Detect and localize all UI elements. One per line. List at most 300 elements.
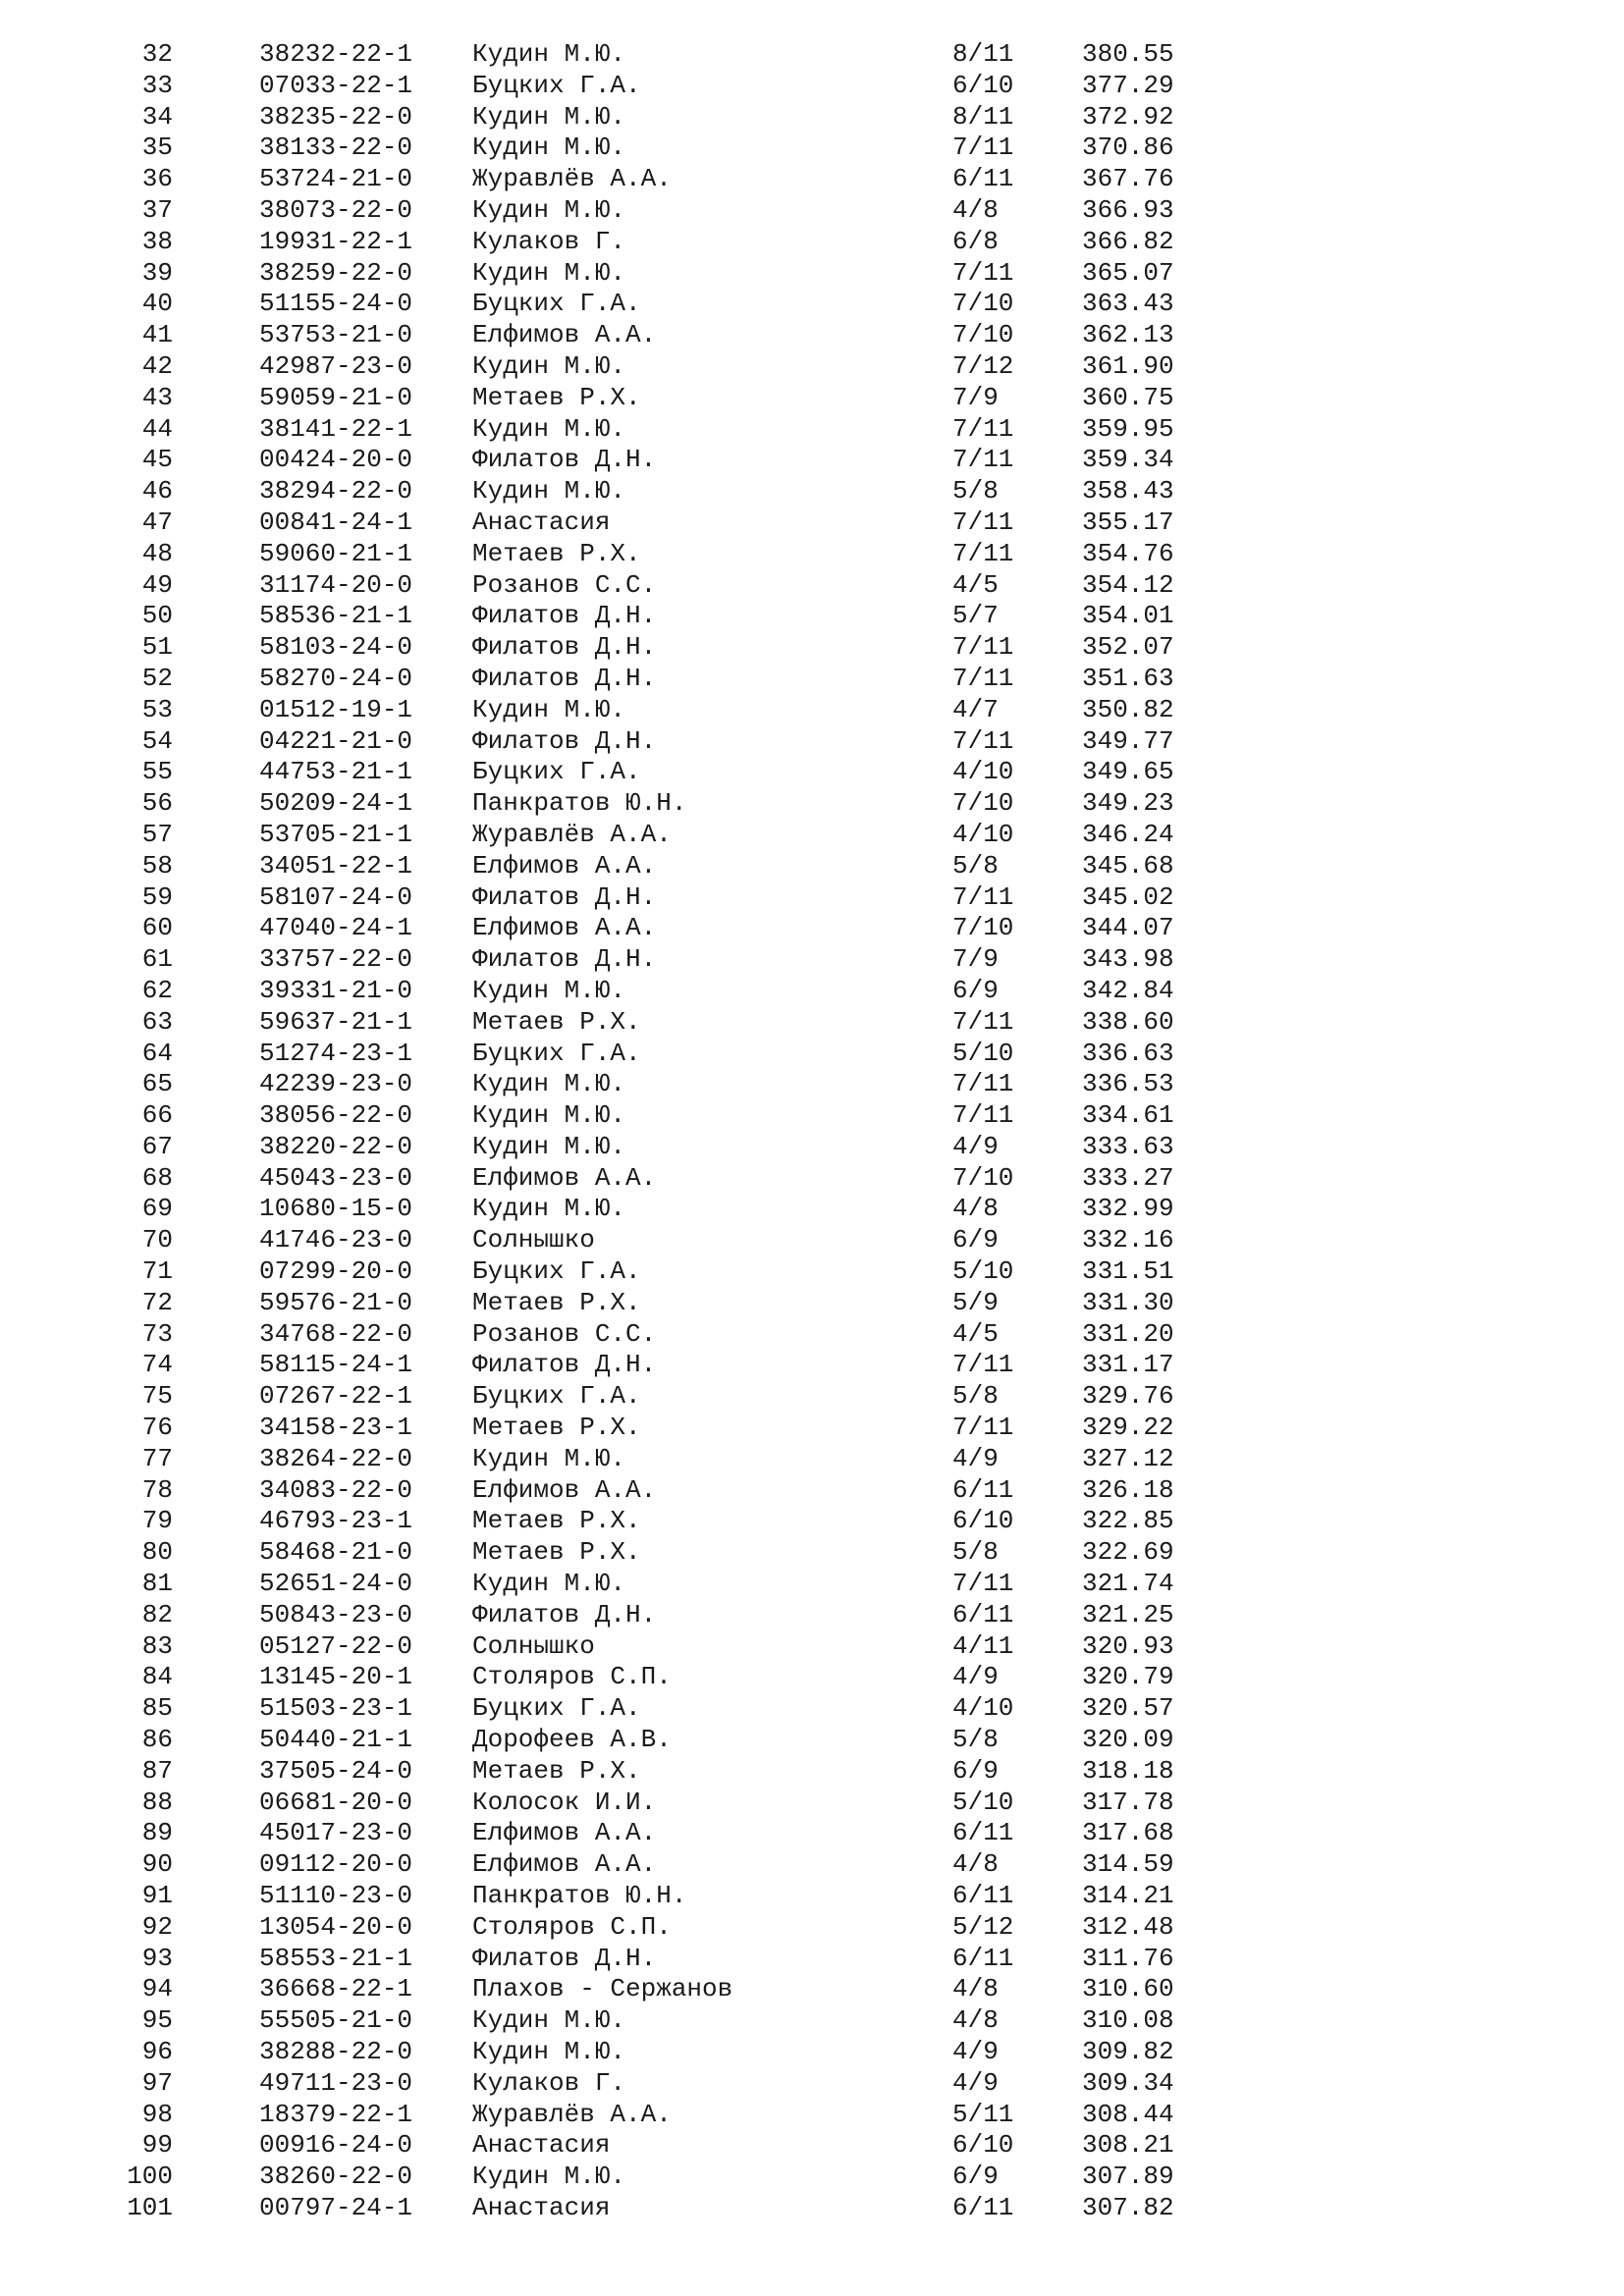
rating-value: 349.23	[1082, 788, 1174, 819]
table-row	[0, 913, 1624, 944]
table-row	[0, 1007, 1624, 1039]
rank-number: 67	[141, 1131, 173, 1161]
rating-value: 354.01	[1082, 601, 1174, 631]
record-id: 33757-22-0	[259, 944, 413, 975]
rank-number: 98	[141, 2099, 173, 2129]
owner-name: Кудин М.Ю.	[472, 1100, 626, 1131]
table-row	[0, 414, 1624, 446]
record-id: 50440-21-1	[259, 1725, 413, 1755]
table-row	[0, 632, 1624, 664]
score: 7/11	[952, 663, 1014, 693]
rating-value: 365.07	[1082, 257, 1174, 288]
rating-value: 362.13	[1082, 320, 1174, 350]
rank-number: 45	[141, 445, 173, 475]
owner-name: Филатов Д.Н.	[472, 1943, 657, 1973]
owner-name: Метаев Р.Х.	[472, 1413, 641, 1443]
rank-number: 50	[141, 601, 173, 631]
record-id: 38259-22-0	[259, 257, 413, 288]
rank-number: 93	[141, 1943, 173, 1973]
record-id: 38288-22-0	[259, 2037, 413, 2066]
score: 8/11	[952, 101, 1014, 132]
table-row	[0, 1381, 1624, 1413]
score: 5/8	[952, 850, 999, 881]
record-id: 49711-23-0	[259, 2067, 413, 2098]
rank-number: 51	[141, 632, 173, 663]
score: 4/7	[952, 694, 999, 724]
owner-name: Кудин М.Ю.	[472, 1569, 626, 1599]
score: 4/9	[952, 1131, 999, 1161]
score: 7/11	[952, 445, 1014, 475]
owner-name: Кудин М.Ю.	[472, 194, 626, 225]
rating-value: 370.86	[1082, 133, 1174, 163]
rank-number: 48	[141, 538, 173, 568]
score: 5/10	[952, 1256, 1014, 1287]
rank-number: 55	[141, 757, 173, 787]
rating-value: 320.79	[1082, 1662, 1174, 1692]
owner-name: Елфимов А.А.	[472, 913, 657, 943]
rating-value: 327.12	[1082, 1443, 1174, 1473]
rank-number: 49	[141, 569, 173, 600]
owner-name: Дорофеев А.В.	[472, 1725, 672, 1755]
owner-name: Столяров С.П.	[472, 1662, 672, 1692]
rating-value: 331.51	[1082, 1256, 1174, 1287]
rank-number: 90	[141, 1849, 173, 1880]
rating-value: 318.18	[1082, 1755, 1174, 1786]
owner-name: Анастасия	[472, 2192, 611, 2222]
owner-name: Буцких Г.А.	[472, 289, 641, 319]
score: 6/10	[952, 2130, 1014, 2161]
table-row	[0, 1569, 1624, 1600]
score: 7/10	[952, 1162, 1014, 1193]
owner-name: Журавлёв А.А.	[472, 2099, 672, 2129]
score: 7/9	[952, 382, 999, 412]
rank-number: 77	[141, 1443, 173, 1473]
score: 7/10	[952, 788, 1014, 819]
table-row	[0, 445, 1624, 476]
record-id: 58536-21-1	[259, 601, 413, 631]
table-row	[0, 726, 1624, 758]
rating-value: 312.48	[1082, 1911, 1174, 1942]
record-id: 00841-24-1	[259, 507, 413, 537]
owner-name: Столяров С.П.	[472, 1911, 672, 1942]
table-row	[0, 757, 1624, 788]
record-id: 38141-22-1	[259, 413, 413, 444]
score: 4/11	[952, 1630, 1014, 1661]
rank-number: 35	[141, 133, 173, 163]
owner-name: Филатов Д.Н.	[472, 725, 657, 756]
owner-name: Елфимов А.А.	[472, 1474, 657, 1505]
rank-number: 73	[141, 1318, 173, 1349]
owner-name: Филатов Д.Н.	[472, 601, 657, 631]
owner-name: Буцких Г.А.	[472, 1038, 641, 1068]
rank-number: 39	[141, 257, 173, 288]
score: 4/8	[952, 1194, 999, 1224]
table-row	[0, 695, 1624, 726]
table-row	[0, 507, 1624, 539]
record-id: 18379-22-1	[259, 2099, 413, 2129]
record-id: 19931-22-1	[259, 226, 413, 256]
record-id: 50843-23-0	[259, 1599, 413, 1629]
table-row	[0, 320, 1624, 351]
table-row	[0, 1600, 1624, 1631]
rating-value: 345.68	[1082, 850, 1174, 881]
owner-name: Кулаков Г.	[472, 226, 626, 256]
rating-value: 332.16	[1082, 1225, 1174, 1255]
owner-name: Кудин М.Ю.	[472, 39, 626, 69]
rating-value: 336.53	[1082, 1069, 1174, 1099]
record-id: 13054-20-0	[259, 1911, 413, 1942]
rating-value: 359.34	[1082, 445, 1174, 475]
score: 8/11	[952, 39, 1014, 69]
score: 6/9	[952, 1755, 999, 1786]
record-id: 45043-23-0	[259, 1162, 413, 1193]
table-row	[0, 1194, 1624, 1225]
table-row	[0, 1039, 1624, 1070]
rank-number: 87	[141, 1755, 173, 1786]
rating-value: 351.63	[1082, 663, 1174, 693]
owner-name: Метаев Р.Х.	[472, 538, 641, 568]
owner-name: Буцких Г.А.	[472, 1256, 641, 1287]
owner-name: Филатов Д.Н.	[472, 632, 657, 663]
score: 4/10	[952, 1693, 1014, 1724]
score: 6/11	[952, 1818, 1014, 1848]
table-row	[0, 1319, 1624, 1351]
table-row	[0, 1881, 1624, 1912]
score: 6/11	[952, 1881, 1014, 1911]
rank-number: 66	[141, 1100, 173, 1131]
record-id: 38056-22-0	[259, 1100, 413, 1131]
table-row	[0, 383, 1624, 414]
record-id: 51110-23-0	[259, 1881, 413, 1911]
rating-value: 352.07	[1082, 632, 1174, 663]
owner-name: Панкратов Ю.Н.	[472, 1881, 687, 1911]
table-row	[0, 71, 1624, 102]
table-row	[0, 1818, 1624, 1849]
owner-name: Анастасия	[472, 507, 611, 537]
table-row	[0, 2162, 1624, 2193]
rank-number: 52	[141, 663, 173, 693]
score: 7/10	[952, 289, 1014, 319]
record-id: 47040-24-1	[259, 913, 413, 943]
rank-number: 101	[127, 2192, 173, 2222]
rating-value: 333.27	[1082, 1162, 1174, 1193]
rank-number: 53	[141, 694, 173, 724]
rating-value: 354.76	[1082, 538, 1174, 568]
score: 5/10	[952, 1038, 1014, 1068]
record-id: 59576-21-0	[259, 1287, 413, 1317]
owner-name: Кудин М.Ю.	[472, 1131, 626, 1161]
record-id: 58115-24-1	[259, 1350, 413, 1380]
record-id: 55505-21-0	[259, 2005, 413, 2036]
table-row	[0, 1631, 1624, 1663]
rank-number: 86	[141, 1725, 173, 1755]
rank-number: 56	[141, 788, 173, 819]
record-id: 07299-20-0	[259, 1256, 413, 1287]
owner-name: Филатов Д.Н.	[472, 881, 657, 912]
score: 7/11	[952, 632, 1014, 663]
rating-value: 343.98	[1082, 944, 1174, 975]
record-id: 38220-22-0	[259, 1131, 413, 1161]
rating-value: 320.93	[1082, 1630, 1174, 1661]
rating-value: 320.09	[1082, 1725, 1174, 1755]
table-row	[0, 1132, 1624, 1163]
owner-name: Кудин М.Ю.	[472, 975, 626, 1005]
rating-value: 308.44	[1082, 2099, 1174, 2129]
rank-number: 69	[141, 1194, 173, 1224]
record-id: 44753-21-1	[259, 757, 413, 787]
table-row	[0, 1662, 1624, 1693]
rank-number: 68	[141, 1162, 173, 1193]
rating-value: 349.77	[1082, 725, 1174, 756]
rank-number: 92	[141, 1911, 173, 1942]
rating-value: 372.92	[1082, 101, 1174, 132]
rating-value: 309.34	[1082, 2067, 1174, 2098]
record-id: 52651-24-0	[259, 1569, 413, 1599]
owner-name: Кудин М.Ю.	[472, 1194, 626, 1224]
rank-number: 41	[141, 320, 173, 350]
owner-name: Кудин М.Ю.	[472, 133, 626, 163]
record-id: 58103-24-0	[259, 632, 413, 663]
record-id: 06681-20-0	[259, 1787, 413, 1817]
owner-name: Кудин М.Ю.	[472, 1069, 626, 1099]
score: 7/11	[952, 413, 1014, 444]
table-row	[0, 1849, 1624, 1881]
rating-value: 380.55	[1082, 39, 1174, 69]
owner-name: Кулаков Г.	[472, 2067, 626, 2098]
rating-value: 308.21	[1082, 2130, 1174, 2161]
record-id: 01512-19-1	[259, 694, 413, 724]
record-id: 38133-22-0	[259, 133, 413, 163]
table-row	[0, 1288, 1624, 1319]
table-row	[0, 1413, 1624, 1444]
owner-name: Филатов Д.Н.	[472, 445, 657, 475]
owner-name: Метаев Р.Х.	[472, 1537, 641, 1568]
table-row	[0, 476, 1624, 507]
score: 5/12	[952, 1911, 1014, 1942]
record-id: 45017-23-0	[259, 1818, 413, 1848]
owner-name: Метаев Р.Х.	[472, 382, 641, 412]
table-row	[0, 851, 1624, 882]
owner-name: Кудин М.Ю.	[472, 2162, 626, 2192]
rating-value: 338.60	[1082, 1006, 1174, 1037]
owner-name: Солнышко	[472, 1225, 595, 1255]
rating-value: 310.08	[1082, 2005, 1174, 2036]
table-row	[0, 1475, 1624, 1507]
table-row	[0, 1350, 1624, 1381]
record-id: 50209-24-1	[259, 788, 413, 819]
record-id: 34083-22-0	[259, 1474, 413, 1505]
score: 4/10	[952, 757, 1014, 787]
rank-number: 99	[141, 2130, 173, 2161]
table-row	[0, 133, 1624, 164]
score: 6/11	[952, 164, 1014, 194]
record-id: 36668-22-1	[259, 1974, 413, 2004]
record-id: 10680-15-0	[259, 1194, 413, 1224]
owner-name: Кудин М.Ю.	[472, 476, 626, 507]
owner-name: Кудин М.Ю.	[472, 101, 626, 132]
rank-number: 60	[141, 913, 173, 943]
owner-name: Метаев Р.Х.	[472, 1006, 641, 1037]
score: 4/9	[952, 2067, 999, 2098]
score: 7/11	[952, 725, 1014, 756]
rating-value: 317.78	[1082, 1787, 1174, 1817]
score: 7/11	[952, 1569, 1014, 1599]
owner-name: Елфимов А.А.	[472, 850, 657, 881]
score: 6/11	[952, 2192, 1014, 2222]
rank-number: 54	[141, 725, 173, 756]
rank-number: 91	[141, 1881, 173, 1911]
owner-name: Елфимов А.А.	[472, 1818, 657, 1848]
owner-name: Елфимов А.А.	[472, 1849, 657, 1880]
rank-number: 72	[141, 1287, 173, 1317]
table-row	[0, 2005, 1624, 2037]
score: 7/11	[952, 1069, 1014, 1099]
owner-name: Метаев Р.Х.	[472, 1506, 641, 1536]
owner-name: Елфимов А.А.	[472, 1162, 657, 1193]
owner-name: Буцких Г.А.	[472, 70, 641, 100]
rank-number: 32	[141, 39, 173, 69]
table-row	[0, 601, 1624, 632]
rank-number: 84	[141, 1662, 173, 1692]
rank-number: 75	[141, 1381, 173, 1412]
table-row	[0, 882, 1624, 914]
record-id: 38260-22-0	[259, 2162, 413, 2192]
owner-name: Елфимов А.А.	[472, 320, 657, 350]
record-id: 00424-20-0	[259, 445, 413, 475]
rating-value: 329.76	[1082, 1381, 1174, 1412]
owner-name: Кудин М.Ю.	[472, 350, 626, 381]
score: 7/11	[952, 257, 1014, 288]
record-id: 38232-22-1	[259, 39, 413, 69]
record-id: 51503-23-1	[259, 1693, 413, 1724]
rank-number: 36	[141, 164, 173, 194]
rank-number: 63	[141, 1006, 173, 1037]
rating-value: 355.17	[1082, 507, 1174, 537]
score: 7/9	[952, 944, 999, 975]
record-id: 34768-22-0	[259, 1318, 413, 1349]
rank-number: 88	[141, 1787, 173, 1817]
score: 6/9	[952, 975, 999, 1005]
record-id: 42987-23-0	[259, 350, 413, 381]
rating-value: 311.76	[1082, 1943, 1174, 1973]
rating-value: 326.18	[1082, 1474, 1174, 1505]
score: 5/8	[952, 1537, 999, 1568]
record-id: 09112-20-0	[259, 1849, 413, 1880]
table-row	[0, 664, 1624, 695]
owner-name: Кудин М.Ю.	[472, 413, 626, 444]
score: 6/11	[952, 1474, 1014, 1505]
rank-number: 89	[141, 1818, 173, 1848]
rank-number: 64	[141, 1038, 173, 1068]
owner-name: Метаев Р.Х.	[472, 1287, 641, 1317]
rank-number: 34	[141, 101, 173, 132]
score: 4/8	[952, 1974, 999, 2004]
table-row	[0, 351, 1624, 383]
rank-number: 47	[141, 507, 173, 537]
owner-name: Кудин М.Ю.	[472, 257, 626, 288]
owner-name: Плахов - Сержанов	[472, 1974, 733, 2004]
rating-value: 350.82	[1082, 694, 1174, 724]
rank-number: 61	[141, 944, 173, 975]
score: 7/11	[952, 1100, 1014, 1131]
record-id: 58270-24-0	[259, 663, 413, 693]
rating-value: 344.07	[1082, 913, 1174, 943]
score: 5/11	[952, 2099, 1014, 2129]
rating-value: 336.63	[1082, 1038, 1174, 1068]
owner-name: Филатов Д.Н.	[472, 1599, 657, 1629]
owner-name: Розанов С.С.	[472, 569, 657, 600]
record-id: 51274-23-1	[259, 1038, 413, 1068]
table-row	[0, 2193, 1624, 2224]
owner-name: Кудин М.Ю.	[472, 1443, 626, 1473]
record-id: 58553-21-1	[259, 1943, 413, 1973]
rating-value: 354.12	[1082, 569, 1174, 600]
rank-number: 70	[141, 1225, 173, 1255]
rank-number: 85	[141, 1693, 173, 1724]
table-row	[0, 539, 1624, 570]
rank-number: 65	[141, 1069, 173, 1099]
owner-name: Панкратов Ю.Н.	[472, 788, 687, 819]
record-id: 38294-22-0	[259, 476, 413, 507]
table-row	[0, 788, 1624, 820]
record-id: 04221-21-0	[259, 725, 413, 756]
score: 7/10	[952, 320, 1014, 350]
score: 4/9	[952, 1662, 999, 1692]
score: 7/11	[952, 1006, 1014, 1037]
owner-name: Солнышко	[472, 1630, 595, 1661]
record-id: 38073-22-0	[259, 194, 413, 225]
rating-value: 332.99	[1082, 1194, 1174, 1224]
record-id: 42239-23-0	[259, 1069, 413, 1099]
table-row	[0, 2130, 1624, 2162]
table-row	[0, 164, 1624, 195]
score: 6/9	[952, 1225, 999, 1255]
rank-number: 100	[127, 2162, 173, 2192]
score: 6/8	[952, 226, 999, 256]
score: 4/8	[952, 2005, 999, 2036]
owner-name: Филатов Д.Н.	[472, 1350, 657, 1380]
record-id: 59637-21-1	[259, 1006, 413, 1037]
table-row	[0, 2037, 1624, 2068]
record-id: 53724-21-0	[259, 164, 413, 194]
rank-number: 58	[141, 850, 173, 881]
table-row	[0, 1693, 1624, 1725]
table-row	[0, 195, 1624, 227]
rating-value: 321.25	[1082, 1599, 1174, 1629]
score: 7/11	[952, 507, 1014, 537]
table-row	[0, 1756, 1624, 1788]
table-row	[0, 1256, 1624, 1288]
table-row	[0, 2068, 1624, 2100]
table-row	[0, 1225, 1624, 1256]
score: 4/9	[952, 2037, 999, 2066]
record-id: 58468-21-0	[259, 1537, 413, 1568]
owner-name: Журавлёв А.А.	[472, 164, 672, 194]
owner-name: Розанов С.С.	[472, 1318, 657, 1349]
rank-number: 95	[141, 2005, 173, 2036]
record-id: 13145-20-1	[259, 1662, 413, 1692]
rating-value: 361.90	[1082, 350, 1174, 381]
table-row	[0, 570, 1624, 602]
rating-value: 349.65	[1082, 757, 1174, 787]
owner-name: Кудин М.Ю.	[472, 2005, 626, 2036]
rank-number: 76	[141, 1413, 173, 1443]
rating-value: 320.57	[1082, 1693, 1174, 1724]
score: 6/11	[952, 1599, 1014, 1629]
rank-number: 80	[141, 1537, 173, 1568]
rank-number: 78	[141, 1474, 173, 1505]
rating-value: 314.59	[1082, 1849, 1174, 1880]
